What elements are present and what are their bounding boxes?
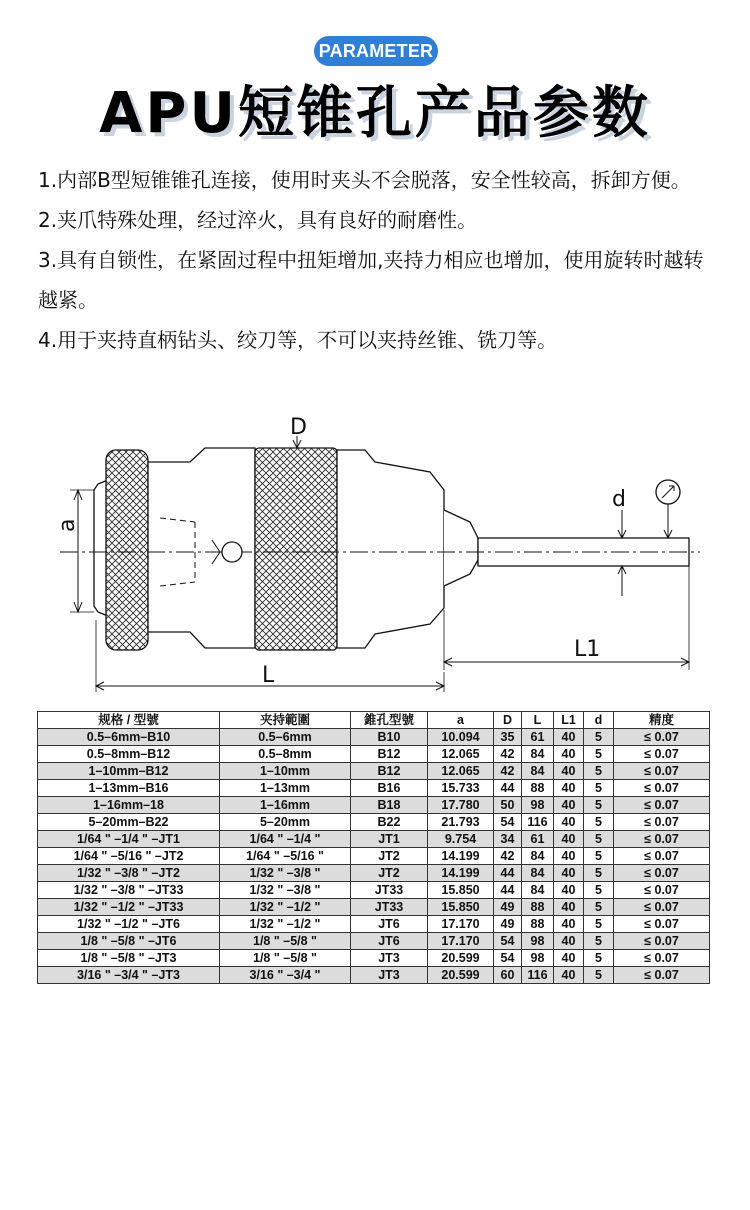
- cell-spec: 1/64 " –5/16 " –JT2: [38, 848, 220, 865]
- cell-range: 0.5–8mm: [220, 746, 351, 763]
- header-L: L: [522, 712, 554, 729]
- label-d: d: [612, 487, 626, 512]
- page-title: APU短锥孔产品参数: [99, 81, 651, 146]
- parameter-badge: PARAMETER: [314, 36, 438, 66]
- cell-precision: ≤ 0.07: [614, 763, 710, 780]
- cell-range: 1–10mm: [220, 763, 351, 780]
- table-row: [38, 933, 710, 950]
- cell-spec: 5–20mm–B22: [38, 814, 220, 831]
- table-row: [38, 865, 710, 882]
- cell-a: 20.599: [428, 967, 494, 984]
- drill-chuck-diagram: [0, 410, 750, 710]
- header-L1: L1: [554, 712, 584, 729]
- cell-D: 49: [494, 916, 522, 933]
- table-row: [38, 882, 710, 899]
- cell-d: 5: [584, 933, 614, 950]
- cell-range: 1/32 " –3/8 ": [220, 865, 351, 882]
- cell-precision: ≤ 0.07: [614, 831, 710, 848]
- cell-a: 17.780: [428, 797, 494, 814]
- cell-D: 49: [494, 899, 522, 916]
- cell-range: 1/8 " –5/8 ": [220, 933, 351, 950]
- cell-range: 0.5–6mm: [220, 729, 351, 746]
- feature-item-2: 2.夹爪特殊处理，经过淬火，具有良好的耐磨性。: [38, 208, 478, 232]
- key-hole: [222, 542, 242, 562]
- cell-spec: 1/64 " –1/4 " –JT1: [38, 831, 220, 848]
- cell-a: 21.793: [428, 814, 494, 831]
- cell-L1: 40: [554, 882, 584, 899]
- cell-d: 5: [584, 950, 614, 967]
- cell-d: 5: [584, 746, 614, 763]
- table-row: [38, 899, 710, 916]
- cell-precision: ≤ 0.07: [614, 882, 710, 899]
- chuck-jaws: [444, 510, 478, 586]
- cell-a: 17.170: [428, 933, 494, 950]
- table-row: [38, 763, 710, 780]
- cell-spec: 1/32 " –1/2 " –JT6: [38, 916, 220, 933]
- cell-D: 54: [494, 814, 522, 831]
- cell-D: 44: [494, 882, 522, 899]
- cell-L1: 40: [554, 814, 584, 831]
- cell-precision: ≤ 0.07: [614, 967, 710, 984]
- cell-L1: 40: [554, 780, 584, 797]
- cell-d: 5: [584, 848, 614, 865]
- cell-D: 42: [494, 746, 522, 763]
- cell-L1: 40: [554, 967, 584, 984]
- cell-taper: JT33: [351, 882, 428, 899]
- cell-precision: ≤ 0.07: [614, 950, 710, 967]
- cell-L: 88: [522, 780, 554, 797]
- cell-L: 88: [522, 916, 554, 933]
- cell-taper: JT6: [351, 916, 428, 933]
- cell-range: 5–20mm: [220, 814, 351, 831]
- cell-d: 5: [584, 865, 614, 882]
- cell-taper: B12: [351, 746, 428, 763]
- cell-a: 12.065: [428, 763, 494, 780]
- cell-a: 20.599: [428, 950, 494, 967]
- cell-L1: 40: [554, 831, 584, 848]
- cell-D: 42: [494, 848, 522, 865]
- cell-precision: ≤ 0.07: [614, 865, 710, 882]
- cell-L1: 40: [554, 763, 584, 780]
- table-row: [38, 780, 710, 797]
- cell-a: 15.850: [428, 899, 494, 916]
- cell-range: 1/32 " –1/2 ": [220, 916, 351, 933]
- cell-taper: JT3: [351, 967, 428, 984]
- parameter-table: [37, 711, 710, 984]
- cell-L1: 40: [554, 933, 584, 950]
- cell-D: 35: [494, 729, 522, 746]
- cell-L1: 40: [554, 848, 584, 865]
- cell-range: 1–13mm: [220, 780, 351, 797]
- cell-L: 84: [522, 865, 554, 882]
- cell-L: 84: [522, 882, 554, 899]
- cell-taper: JT33: [351, 899, 428, 916]
- cell-d: 5: [584, 899, 614, 916]
- cell-L: 98: [522, 933, 554, 950]
- cell-spec: 1/32 " –3/8 " –JT33: [38, 882, 220, 899]
- table-row: [38, 831, 710, 848]
- cell-precision: ≤ 0.07: [614, 916, 710, 933]
- cell-d: 5: [584, 916, 614, 933]
- cell-a: 15.733: [428, 780, 494, 797]
- cell-D: 60: [494, 967, 522, 984]
- cell-D: 34: [494, 831, 522, 848]
- cell-precision: ≤ 0.07: [614, 746, 710, 763]
- header-d: d: [584, 712, 614, 729]
- cell-L: 84: [522, 763, 554, 780]
- table-row: [38, 814, 710, 831]
- cell-range: 1/64 " –1/4 ": [220, 831, 351, 848]
- cell-L: 61: [522, 729, 554, 746]
- cell-range: 1–16mm: [220, 797, 351, 814]
- cell-D: 54: [494, 933, 522, 950]
- cell-precision: ≤ 0.07: [614, 899, 710, 916]
- cell-L: 116: [522, 814, 554, 831]
- header-D: D: [494, 712, 522, 729]
- cell-spec: 1–10mm–B12: [38, 763, 220, 780]
- cell-range: 1/8 " –5/8 ": [220, 950, 351, 967]
- feature-item-4: 4.用于夹持直柄钻头、绞刀等，不可以夹持丝锥、铣刀等。: [38, 328, 558, 352]
- cell-spec: 0.5–6mm–B10: [38, 729, 220, 746]
- cell-L1: 40: [554, 865, 584, 882]
- cell-L: 84: [522, 746, 554, 763]
- cell-d: 5: [584, 729, 614, 746]
- table-row: [38, 916, 710, 933]
- cell-L1: 40: [554, 899, 584, 916]
- header-spec: 规格 / 型號: [38, 712, 220, 729]
- cell-a: 9.754: [428, 831, 494, 848]
- chuck-nose: [337, 450, 444, 648]
- cell-L: 116: [522, 967, 554, 984]
- cell-d: 5: [584, 814, 614, 831]
- header-taper: 錐孔型號: [351, 712, 428, 729]
- cell-L1: 40: [554, 797, 584, 814]
- cell-D: 44: [494, 865, 522, 882]
- cell-L1: 40: [554, 916, 584, 933]
- cell-taper: JT2: [351, 848, 428, 865]
- cell-precision: ≤ 0.07: [614, 814, 710, 831]
- cell-taper: JT2: [351, 865, 428, 882]
- table-row: [38, 729, 710, 746]
- cell-taper: JT6: [351, 933, 428, 950]
- cell-L1: 40: [554, 729, 584, 746]
- cell-taper: JT3: [351, 950, 428, 967]
- cell-precision: ≤ 0.07: [614, 780, 710, 797]
- cell-precision: ≤ 0.07: [614, 797, 710, 814]
- cell-precision: ≤ 0.07: [614, 729, 710, 746]
- header-precision: 精度: [614, 712, 710, 729]
- label-a: a: [55, 518, 80, 532]
- cell-a: 17.170: [428, 916, 494, 933]
- cell-L1: 40: [554, 746, 584, 763]
- cell-spec: 0.5–8mm–B12: [38, 746, 220, 763]
- cell-D: 50: [494, 797, 522, 814]
- cell-spec: 1–13mm–B16: [38, 780, 220, 797]
- cell-spec: 1/8 " –5/8 " –JT6: [38, 933, 220, 950]
- table-row: [38, 797, 710, 814]
- main-knurled-sleeve: [255, 448, 337, 650]
- table-row: [38, 967, 710, 984]
- cell-range: 1/32 " –1/2 ": [220, 899, 351, 916]
- cell-range: 1/64 " –5/16 ": [220, 848, 351, 865]
- cell-taper: B16: [351, 780, 428, 797]
- cell-spec: 1–16mm–18: [38, 797, 220, 814]
- label-L: L: [262, 663, 275, 688]
- cell-L: 61: [522, 831, 554, 848]
- cell-D: 42: [494, 763, 522, 780]
- cell-a: 12.065: [428, 746, 494, 763]
- feature-item-1: 1.内部B型短锥锥孔连接，使用时夹头不会脱落，安全性较高，拆卸方便。: [38, 168, 691, 192]
- cell-a: 15.850: [428, 882, 494, 899]
- feature-list: [38, 160, 718, 360]
- cell-d: 5: [584, 967, 614, 984]
- cell-spec: 3/16 " –3/4 " –JT3: [38, 967, 220, 984]
- cell-d: 5: [584, 831, 614, 848]
- cell-spec: 1/32 " –3/8 " –JT2: [38, 865, 220, 882]
- table-header-row: [38, 712, 710, 729]
- table-row: [38, 746, 710, 763]
- cell-taper: B12: [351, 763, 428, 780]
- cell-precision: ≤ 0.07: [614, 848, 710, 865]
- table-row: [38, 848, 710, 865]
- cell-spec: 1/8 " –5/8 " –JT3: [38, 950, 220, 967]
- cell-D: 44: [494, 780, 522, 797]
- cell-d: 5: [584, 780, 614, 797]
- cell-L: 84: [522, 848, 554, 865]
- cell-d: 5: [584, 797, 614, 814]
- cell-a: 10.094: [428, 729, 494, 746]
- cell-a: 14.199: [428, 848, 494, 865]
- cell-a: 14.199: [428, 865, 494, 882]
- cell-L: 98: [522, 797, 554, 814]
- cell-taper: B22: [351, 814, 428, 831]
- feature-item-3: 3.具有自锁性，在紧固过程中扭矩增加,夹持力相应也增加，使用旋转时越转越紧。: [38, 248, 704, 312]
- cell-taper: B10: [351, 729, 428, 746]
- cell-spec: 1/32 " –1/2 " –JT33: [38, 899, 220, 916]
- cell-range: 1/32 " –3/8 ": [220, 882, 351, 899]
- parameter-table-wrapper: [37, 711, 709, 984]
- cell-range: 3/16 " –3/4 ": [220, 967, 351, 984]
- label-L1: L1: [574, 637, 601, 662]
- cell-d: 5: [584, 763, 614, 780]
- header-range: 夹持範圍: [220, 712, 351, 729]
- rear-knurled-ring: [106, 450, 148, 650]
- cell-L1: 40: [554, 950, 584, 967]
- label-D: D: [290, 415, 307, 440]
- table-row: [38, 950, 710, 967]
- header-a: a: [428, 712, 494, 729]
- cell-D: 54: [494, 950, 522, 967]
- cell-L: 88: [522, 899, 554, 916]
- cell-L: 98: [522, 950, 554, 967]
- cell-taper: B18: [351, 797, 428, 814]
- cell-precision: ≤ 0.07: [614, 933, 710, 950]
- cell-d: 5: [584, 882, 614, 899]
- cell-taper: JT1: [351, 831, 428, 848]
